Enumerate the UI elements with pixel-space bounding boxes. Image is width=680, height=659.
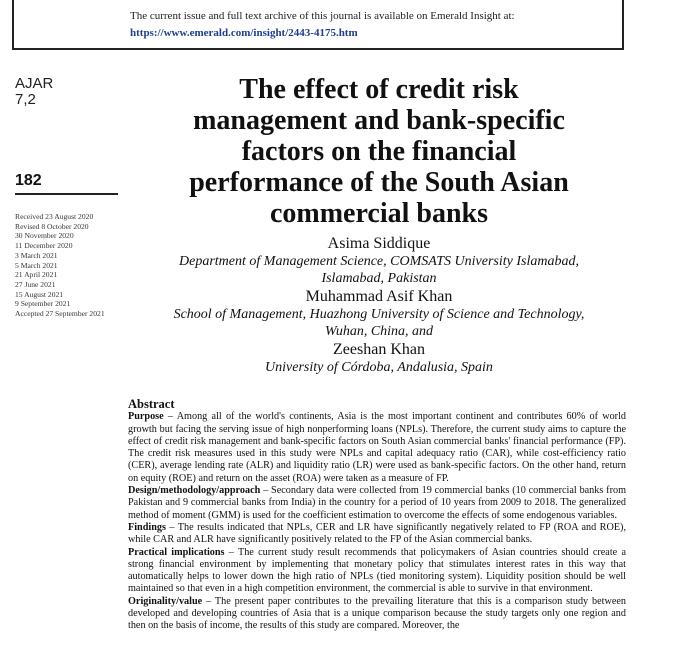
paragraph-text: – Among all of the world's continents, Asia is the most important continent and contributes 60% of world growth but facing the serving issue of high nonperforming loans (NPLs). Therefore, the current study aims to capture the effect of credit risk management and bank-specific factors on South Asian commercial banks' financial performance (FP). The credit risk measures used in this study were NPLs and capital adequacy ratio (CAR), while cost-efficiency ratio (CER), average lending rate (ALR) and liquidity ratio (LR) were used as bank-specific factors. On the other hand, return on equity (ROE) and return on the asset (ROA) were taken as a measure of FP.: [128, 411, 626, 484]
page-number: 182: [15, 172, 42, 189]
author-affiliation: Wuhan, China, and: [324, 324, 434, 339]
history-date: 15 August 2021: [15, 289, 64, 299]
title-line: The effect of credit risk: [239, 74, 519, 105]
paragraph-text: – Secondary data were collected from 19 commercial banks (10 commercial banks from Pakistan and 9 commercial banks from India) in the country for a period of 10 years from 2009 to 2018. The generalized method of moment (GMM) is used for the coefficient estimation to overcome the effects of some endogenous variables.: [128, 485, 626, 521]
title-line: management and bank-specific: [193, 105, 565, 136]
title-line: performance of the South Asian: [189, 167, 569, 198]
author-name: Zeeshan Khan: [333, 341, 425, 358]
journal-info: [15, 76, 53, 108]
author-name: Asima Siddique: [327, 235, 431, 252]
history-date: 30 November 2020: [15, 231, 74, 241]
author-affiliation: University of Córdoba, Andalusia, Spain: [265, 360, 493, 375]
abstract-paragraph-implications: [128, 547, 626, 596]
abstract-paragraph-design: [128, 485, 626, 522]
paragraph-text: – The current study result recommends that policymakers of Asian countries should create a strong financial environment by implementing that monetary policy that stimulates interest rates in this way that automatically helps to lower down the high ratio of NPLs (tied monitoring system). Liquidity position should be well maintained so that even in a high competition environment, the commercial is able to survive in that environment.: [128, 546, 626, 595]
history-date: 3 March 2021: [15, 250, 58, 260]
journal-url-link[interactable]: https://www.emerald.com/insight/2443-4175.htm: [130, 27, 358, 39]
page-number-rule: [15, 193, 118, 195]
title-line: factors on the financial: [241, 136, 517, 167]
paragraph-label: Findings: [128, 521, 166, 533]
article-history: [15, 212, 145, 319]
history-date: 21 April 2021: [15, 270, 58, 280]
author-affiliation: School of Management, Huazhong University of Science and Technology,: [173, 307, 585, 322]
author-block: [148, 234, 610, 376]
journal-volume: 7,2: [15, 91, 36, 108]
paragraph-label: Practical implications: [128, 546, 225, 558]
abstract-paragraph-findings: [128, 522, 626, 547]
history-date: Accepted 27 September 2021: [15, 309, 105, 319]
history-date: 5 March 2021: [15, 260, 58, 270]
author-affiliation: Islamabad, Pakistan: [321, 271, 437, 286]
paragraph-label: Purpose: [128, 411, 164, 423]
notice-text: The current issue and full text archive of this journal is available on Emerald Insight at:: [130, 10, 515, 22]
abstract-paragraph-originality: [128, 596, 626, 633]
paragraph-label: Originality/value: [128, 595, 203, 607]
title-line: commercial banks: [269, 198, 489, 229]
author-name: Muhammad Asif Khan: [305, 288, 453, 305]
history-date: 11 December 2020: [15, 241, 73, 251]
article-title: [148, 74, 610, 229]
author-affiliation: Department of Management Science, COMSATS University Islamabad,: [179, 254, 579, 269]
abstract-paragraph-purpose: [128, 411, 626, 485]
journal-access-notice: [12, 0, 624, 50]
history-date: Received 23 August 2020: [15, 212, 94, 221]
paragraph-text: – The results indicated that NPLs, CER and LR have significantly negatively related to FP (ROA and ROE), while CAR and ALR have significantly positively related to the FP of the Asian commercial banks.: [128, 521, 626, 546]
abstract-section: [128, 398, 626, 633]
history-date: 9 September 2021: [15, 299, 71, 309]
history-date: 27 June 2021: [15, 279, 56, 289]
paragraph-text: – The present paper contributes to the prevailing literature that this is a comparison study between developed and developing countries of Asia that is a unique comparison because the study targets only one region and then on the basis of income, the results of this study are compared. Moreover, the: [128, 595, 626, 632]
abstract-heading: Abstract: [128, 397, 175, 411]
paragraph-label: Design/methodology/approach: [128, 485, 261, 497]
journal-name: AJAR: [15, 75, 54, 92]
history-date: Revised 8 October 2020: [15, 221, 89, 231]
